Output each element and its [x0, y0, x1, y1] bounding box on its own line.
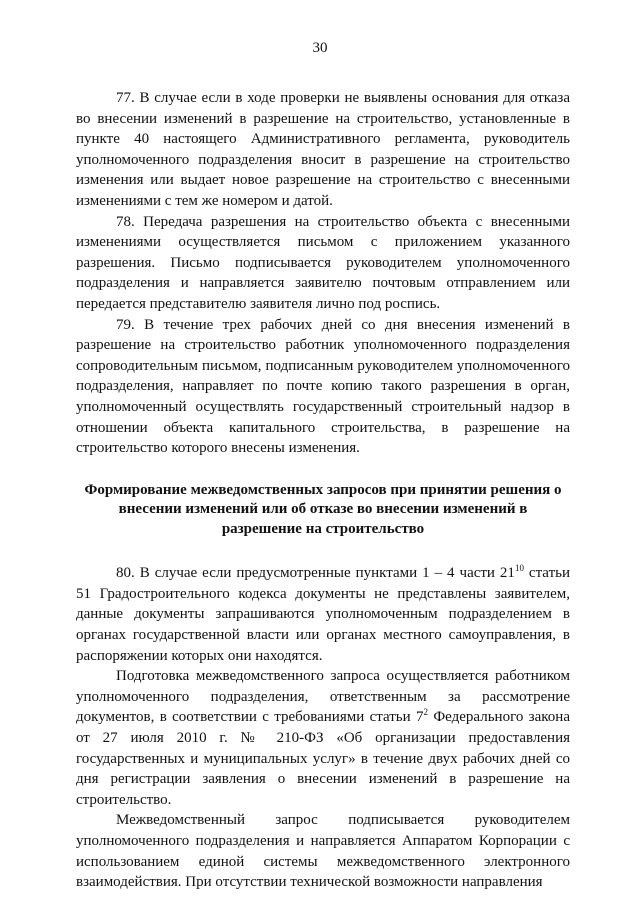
paragraph-80-text-end: статьи 51 Градостроительного кодекса документы не представлены заявителем, данные документы запрашиваются уполномоченным подразделением в органах государственной власти или органах местного самоуправления, в распоряжении которых они находятся. [76, 565, 570, 664]
paragraph-request-preparation [76, 666, 570, 810]
paragraph-78: 78. Передача разрешения на строительство объекта с внесенными изменениями осуществляется письмом с приложением указанного разрешения. Письмо подписывается руководителем уполномоченного подразделения и направляется заявителю почтовым отправлением или передается представителю заявителя лично под роспись. [76, 213, 570, 312]
page-number: 30 [312, 40, 328, 56]
paragraph-80-superscript: 10 [514, 563, 524, 574]
document-body [76, 88, 570, 893]
paragraph-request-preparation-superscript: 2 [423, 707, 428, 718]
section-heading: Формирование межведомственных запросов при принятии решения о внесении изменений или об отказе во внесении изменений в разрешение на строительство [84, 481, 562, 537]
paragraph-77: 77. В случае если в ходе проверки не выявлены основания для отказа во внесении изменений в разрешение на строительство, установленные в пункте 40 настоящего Административного регламента, руководитель уполномоченного подразделения вносит в разрешение на строительство изменения или выдает новое разрешение на строительство с внесенными изменениями с тем же номером и датой. [76, 90, 570, 209]
paragraph-request-preparation-text-end: Федерального закона от 27 июля 2010 г. № 210-ФЗ «Об организации предоставления государственных и муниципальных услуг» в течение двух рабочих дней со дня регистрации заявления о внесении изменений в разрешение на строительство. [76, 709, 570, 808]
paragraph-80 [76, 563, 570, 666]
paragraph-79: 79. В течение трех рабочих дней со дня внесения изменений в разрешение на строительство работник уполномоченного подразделения сопроводительным письмом, подписанным руководителем уполномоченного подразделения, направляет по почте копию такого разрешения в орган, уполномоченный осуществлять государственный строительный надзор в отношении объекта капитального строительства, в разрешение на строительство которого внесены изменения. [76, 316, 570, 457]
paragraph-request-preparation-text-start: Подготовка межведомственного запроса осуществляется работником уполномоченного подразделения, ответственным за рассмотрение документов, в соответствии с требованиями статьи 7 [76, 668, 570, 726]
paragraph-request-signing: Межведомственный запрос подписывается руководителем уполномоченного подразделения и направляется Аппаратом Корпорации с использованием единой системы межведомственного электронного взаимодействия. При отсутствии технической возможности направления [76, 812, 570, 891]
paragraph-80-text-start: 80. В случае если предусмотренные пунктами 1 – 4 части 21 [116, 565, 515, 582]
